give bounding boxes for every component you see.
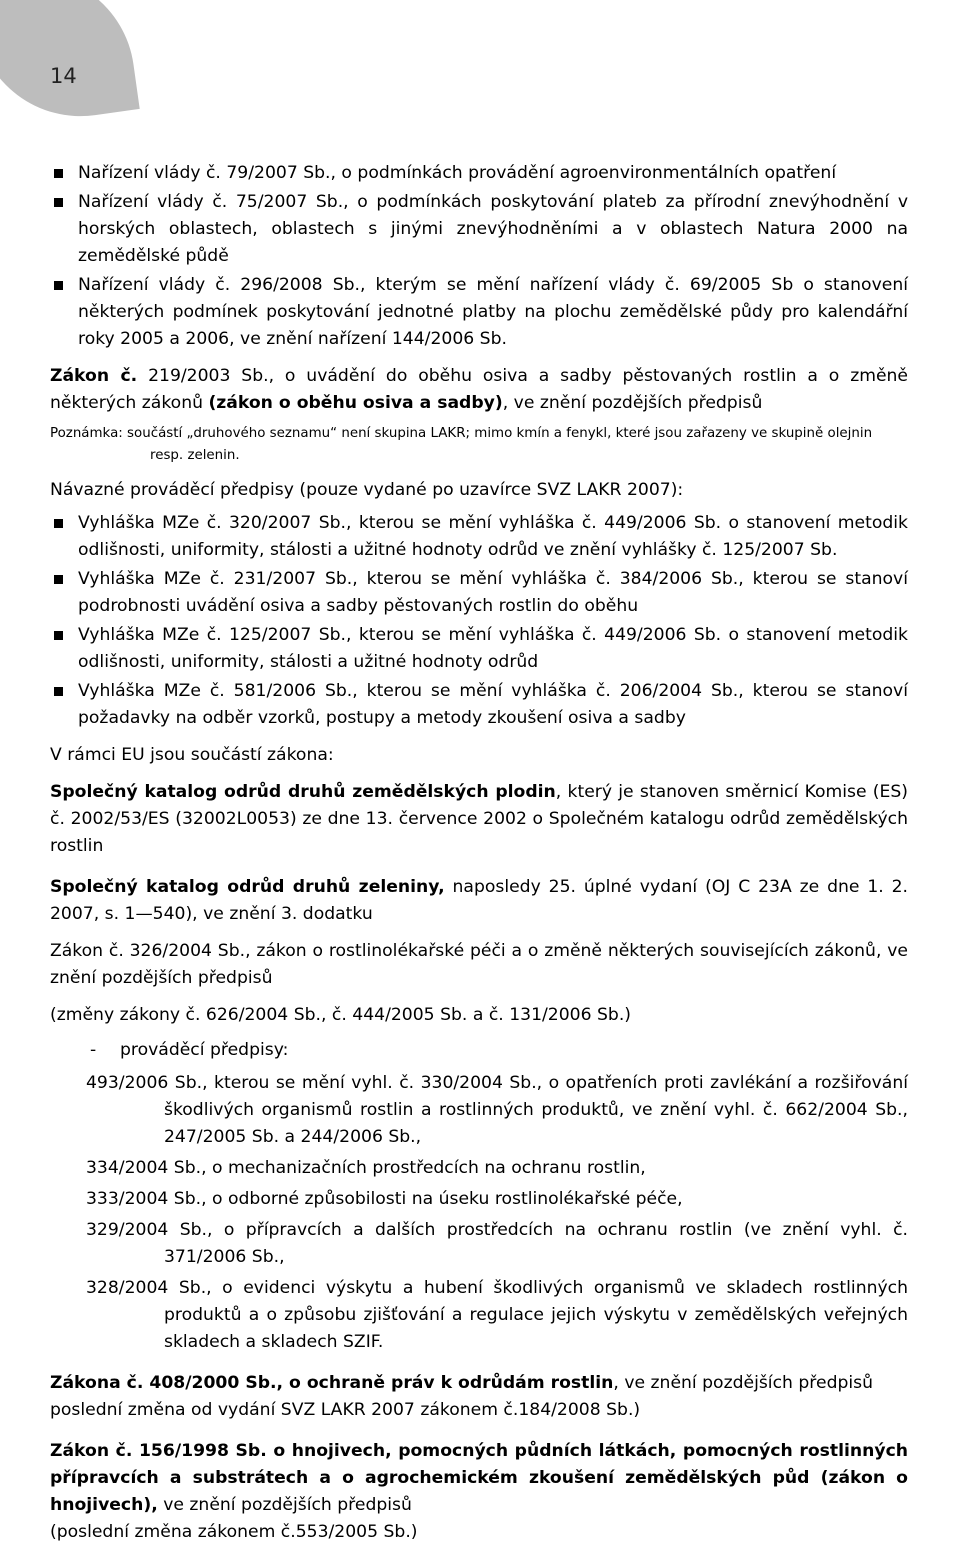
zakon-326-paragraph: Zákon č. 326/2004 Sb., zákon o rostlinolékařské péči a o změně některých souvisejících zákonů, ve znění pozdějších předpisů xyxy=(50,941,908,988)
provadeci-predpisy-label: - prováděcí předpisy: xyxy=(90,1040,289,1060)
list-item: 329/2004 Sb., o přípravcích a dalších prostředcích na ochranu rostlin (ve znění vyhl. č. 371/2006 Sb., xyxy=(86,1220,908,1267)
list-item: Nařízení vlády č. 79/2007 Sb., o podmínkách provádění agroenvironmentálních opatření xyxy=(50,160,908,187)
list-item: Vyhláška MZe č. 320/2007 Sb., kterou se mění vyhláška č. 449/2006 Sb. o stanovení metodik odlišnosti, uniformity, stálosti a užitné hodnoty odrůd ve znění vyhlášky č. 125/2007 Sb. xyxy=(50,510,908,564)
posledni-zmena-408: poslední změna od vydání SVZ LAKR 2007 zákonem č.184/2008 Sb.) xyxy=(50,1400,641,1420)
document-body xyxy=(50,160,908,1546)
list-item: Vyhláška MZe č. 231/2007 Sb., kterou se mění vyhláška č. 384/2006 Sb., kterou se stanoví podrobnosti uvádění osiva a sadby pěstovaných rostlin do oběhu xyxy=(50,566,908,620)
list-item: Vyhláška MZe č. 125/2007 Sb., kterou se mění vyhláška č. 449/2006 Sb. o stanovení metodik odlišnosti, uniformity, stálosti a užitné hodnoty odrůd xyxy=(50,622,908,676)
bullet-square-icon xyxy=(54,687,63,696)
posledni-zmena-156: (poslední změna zákonem č.553/2005 Sb.) xyxy=(50,1522,418,1542)
bullet-square-icon xyxy=(54,198,63,207)
zakon-156-paragraph: Zákon č. 156/1998 Sb. o hnojivech, pomocných půdních látkách, pomocných rostlinných přípravcích a substrátech a o agrochemickém zkoušení zemědělských půd (zákon o hnojivech), ve znění pozdějších předpisů xyxy=(50,1441,908,1515)
eu-heading: V rámci EU jsou součástí zákona: xyxy=(50,745,334,765)
zmeny-paragraph: (změny zákony č. 626/2004 Sb., č. 444/2005 Sb. a č. 131/2006 Sb.) xyxy=(50,1005,631,1025)
list-item: 493/2006 Sb., kterou se mění vyhl. č. 330/2004 Sb., o opatřeních proti zavlékání a rozšiřování škodlivých organismů rostlin a rostlinných produktů, ve znění vyhl. č. 662/2004 Sb., 247/2005 Sb. a 244/2006 Sb., xyxy=(86,1073,908,1147)
katalog-plodin-paragraph: Společný katalog odrůd druhů zemědělských plodin, který je stanoven směrnicí Komise (ES) č. 2002/53/ES (32002L0053) ze dne 13. července 2002 o Společném katalogu odrůd zemědělských rostlin xyxy=(50,782,908,856)
list-item: Nařízení vlády č. 296/2008 Sb., kterým se mění nařízení vlády č. 69/2005 Sb o stanovení některých podmínek poskytování jednotné platby na plochu zemědělské půdy pro kalendářní roky 2005 a 2006, ve znění nařízení 144/2006 Sb. xyxy=(50,272,908,353)
note: Poznámka: součástí „druhového seznamu“ není skupina LAKR; mimo kmín a fenykl, které jsou zařazeny ve skupině olejnin resp. zelenin. xyxy=(50,426,873,463)
bullet-square-icon xyxy=(54,519,63,528)
page-number: 14 xyxy=(50,64,77,88)
list-item: 328/2004 Sb., o evidenci výskytu a hubení škodlivých organismů ve skladech rostlinných produktů a o způsobu zjišťování a regulace jejich výskytu v zemědělských veřejných skladech a skladech SZIF. xyxy=(86,1278,908,1352)
provadeci-list xyxy=(50,1070,908,1356)
bullet-square-icon xyxy=(54,631,63,640)
bullet-square-icon xyxy=(54,281,63,290)
bullet-square-icon xyxy=(54,169,63,178)
list-item: Nařízení vlády č. 75/2007 Sb., o podmínkách poskytování plateb za přírodní znevýhodnění v horských oblastech, oblastech s jinými znevýhodněními a v oblastech Natura 2000 na zemědělské půdě xyxy=(50,189,908,270)
bullet-square-icon xyxy=(54,575,63,584)
zakona-408-paragraph: Zákona č. 408/2000 Sb., o ochraně práv k odrůdám rostlin, ve znění pozdějších předpisů xyxy=(50,1373,874,1393)
navazne-heading: Návazné prováděcí předpisy (pouze vydané po uzavírce SVZ LAKR 2007): xyxy=(50,480,684,500)
katalog-zeleniny-paragraph: Společný katalog odrůd druhů zeleniny, naposledy 25. úplné vydaní (OJ C 23A ze dne 1. 2. 2007, s. 1—540), ve znění 3. dodatku xyxy=(50,877,908,924)
list-item: 334/2004 Sb., o mechanizačních prostředcích na ochranu rostlin, xyxy=(86,1158,646,1178)
list-item: Vyhláška MZe č. 581/2006 Sb., kterou se mění vyhláška č. 206/2004 Sb., kterou se stanoví požadavky na odběr vzorků, postupy a metody zkoušení osiva a sadby xyxy=(50,678,908,732)
zakon-219-paragraph: Zákon č. 219/2003 Sb., o uvádění do oběhu osiva a sadby pěstovaných rostlin a o změně některých zákonů (zákon o oběhu osiva a sadby), ve znění pozdějších předpisů xyxy=(50,366,909,413)
bullet-list-vyhlasky xyxy=(50,510,908,732)
list-item: 333/2004 Sb., o odborné způsobilosti na úseku rostlinolékařské péče, xyxy=(86,1189,683,1209)
bullet-list-narizeni xyxy=(50,160,908,353)
